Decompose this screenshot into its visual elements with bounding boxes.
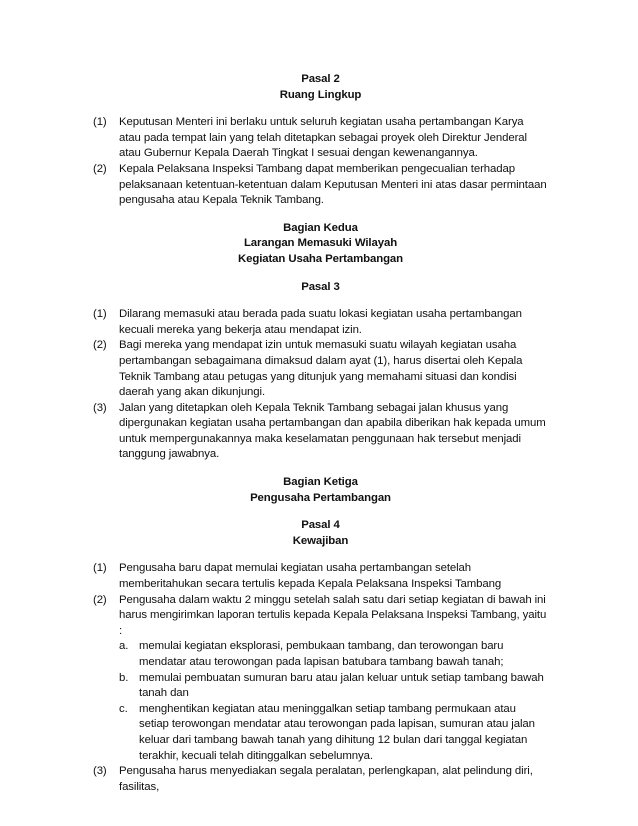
sub-item-text: memulai kegiatan eksplorasi, pembukaan tambang, dan terowongan baru mendatar atau terowongan pada lapisan batubara tambang bawah tanah; <box>139 640 504 668</box>
bagian-kedua-title-line-1: Larangan Memasuki Wilayah <box>243 237 398 250</box>
pasal-3-item-3 <box>93 401 548 463</box>
sub-item-text: menghentikan kegiatan atau meninggalkan setiap tambang permukaan atau setiap terowongan mendatar atau terowongan pada lapisan, sumuran atau jalan keluar dari tambang bawah tanah yang dihitung 12 bulan dari tanggal kegiatan terakhir, kecuali telah ditinggalkan sebelumnya. <box>139 702 535 762</box>
bagian-kedua-title-line-2: Kegiatan Usaha Pertambangan <box>237 252 404 265</box>
item-number: (2) <box>93 339 107 352</box>
sub-item-b <box>119 671 548 702</box>
pasal-2-item-2 <box>93 162 548 209</box>
pasal-2-heading: Pasal 2 <box>301 73 340 85</box>
sub-item-text: memulai pembuatan sumuran baru atau jalan keluar untuk setiap tambang bawah tanah dan <box>139 671 544 700</box>
item-text: Pengusaha harus menyediakan segala peralatan, perlengkapan, alat pelindung diri, fasilitas, <box>119 765 533 793</box>
item-text: Dilarang memasuki atau berada pada suatu lokasi kegiatan usaha pertambangan kecuali mereka yang bekerja atau mendapat izin. <box>119 308 522 336</box>
pasal-4-item-1 <box>93 561 548 592</box>
item-number: (3) <box>93 765 107 778</box>
document-page <box>93 72 548 795</box>
item-number: (2) <box>93 593 107 606</box>
bagian-ketiga-heading: Bagian Ketiga <box>283 476 358 489</box>
pasal-2-item-1 <box>93 115 548 162</box>
item-text: Pengusaha baru dapat memulai kegiatan usaha pertambangan setelah memberitahukan secara tertulis kepada Kepala Pelaksana Inspeksi Tambang <box>119 562 502 591</box>
bagian-ketiga-title: Pengusaha Pertambangan <box>250 491 391 504</box>
item-number: (1) <box>93 308 107 321</box>
sub-item-letter: b. <box>119 671 129 684</box>
bagian-kedua-heading: Bagian Kedua <box>283 221 358 234</box>
item-text: Kepala Pelaksana Inspeksi Tambang dapat memberikan pengecualian terhadap pelaksanaan ketentuan-ketentuan dalam Keputusan Menteri ini atas dasar permintaan pengusaha atau Kepala Teknik Tambang. <box>119 162 547 207</box>
item-number: (1) <box>93 562 107 575</box>
pasal-3-item-1 <box>93 307 548 338</box>
sub-item-a <box>119 639 548 670</box>
sub-item-letter: a. <box>119 640 129 653</box>
pasal-4-title: Kewajiban <box>292 534 349 547</box>
pasal-4-item-2 <box>93 593 548 765</box>
pasal-3-item-2 <box>93 338 548 400</box>
item-text: Keputusan Menteri ini berlaku untuk seluruh kegiatan usaha pertambangan Karya atau pada tempat lain yang telah ditetapkan sebagai proyek oleh Direktur Jenderal atau Gubernur Kepala Daerah Tingkat I sesuai dengan kewenangannya. <box>119 116 527 160</box>
pasal-4-item-3 <box>93 764 548 795</box>
pasal-2-title: Ruang Lingkup <box>279 88 362 101</box>
item-number: (1) <box>93 116 107 129</box>
item-number: (3) <box>93 401 107 414</box>
sub-item-letter: c. <box>119 702 128 715</box>
item-text: Jalan yang ditetapkan oleh Kepala Teknik Tambang sebagai jalan khusus yang dipergunakan kegiatan usaha pertambangan dan apabila diberikan hak kepada umum untuk mempergunakannya maka keselamatan penggunaan hak tersebut menjadi tanggung jawabnya. <box>119 401 546 461</box>
sub-item-c <box>119 702 548 764</box>
pasal-3-heading: Pasal 3 <box>301 280 340 293</box>
item-number: (2) <box>93 162 107 175</box>
item-text: Pengusaha dalam waktu 2 minggu setelah salah satu dari setiap kegiatan di bawah ini harus mengirimkan laporan tertulis kepada Kepala Pelaksana Inspeksi Tambang, yaitu : <box>119 593 547 637</box>
item-text: Bagi mereka yang mendapat izin untuk memasuki suatu wilayah kegiatan usaha pertambangan sebagaimana dimaksud dalam ayat (1), harus disertai oleh Kepala Teknik Tambang atau petugas yang ditunjuk yang memahami situasi dan kondisi daerah yang akan dikunjungi. <box>119 339 523 399</box>
pasal-4-heading: Pasal 4 <box>301 519 340 532</box>
